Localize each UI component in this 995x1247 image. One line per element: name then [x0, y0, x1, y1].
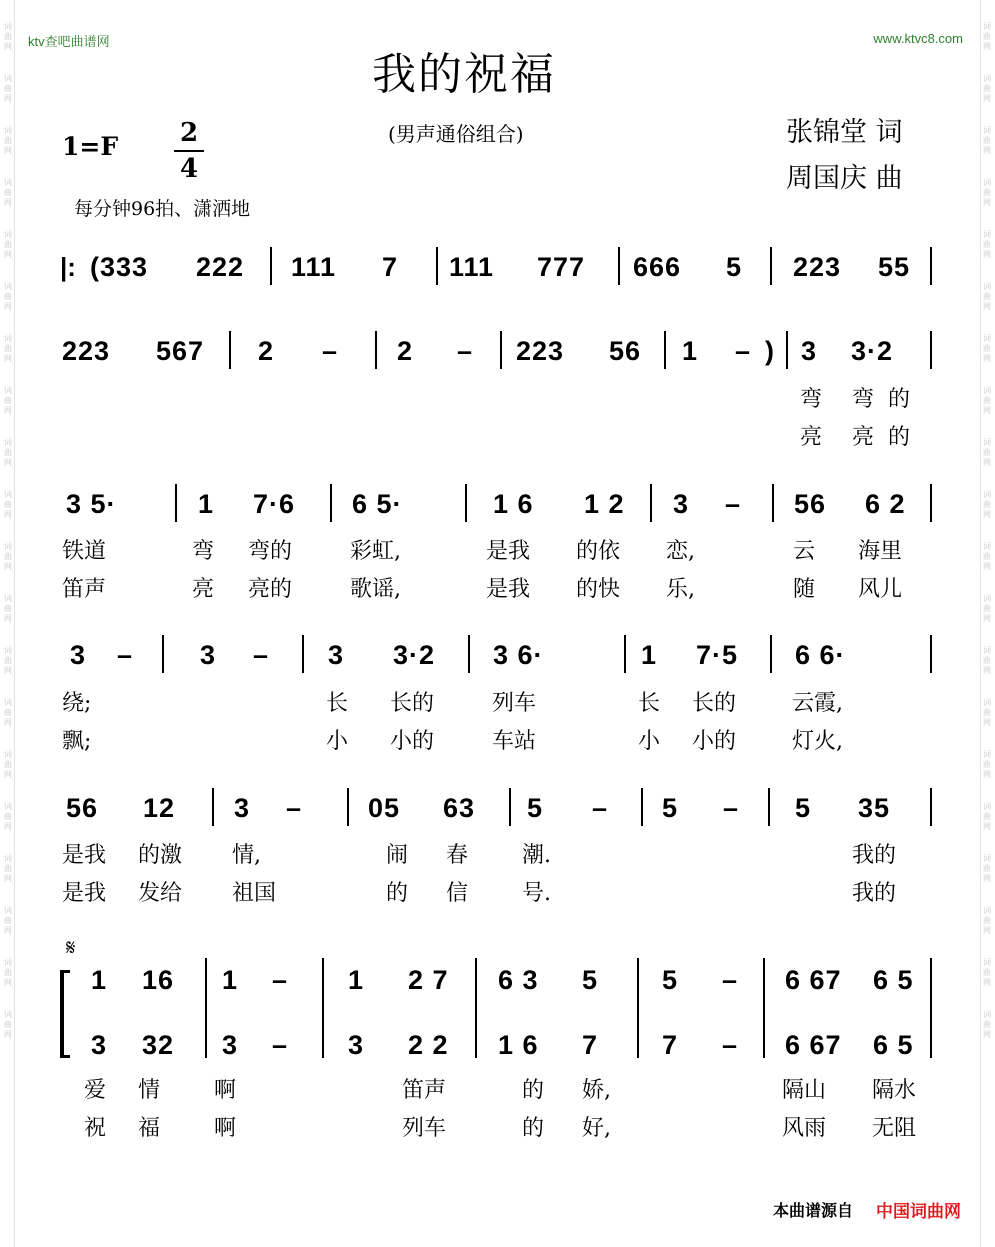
bar-line — [322, 958, 324, 1058]
note-group: 7·5 — [696, 640, 739, 670]
lyric-word: 情 — [138, 1078, 161, 1103]
side-watermark-text: 词 曲 网 — [4, 854, 12, 883]
side-watermark-text: 词 曲 网 — [983, 594, 991, 623]
lyric-word: 恋, — [666, 539, 695, 564]
side-watermark-text: 词 曲 网 — [983, 386, 991, 415]
note-group: 3 5· — [66, 489, 117, 519]
note-group: – — [735, 336, 752, 366]
bar-line — [930, 788, 932, 826]
side-watermark-text: 词 曲 网 — [4, 22, 12, 51]
note-group: 1 — [198, 489, 215, 519]
side-watermark-text: 词 曲 网 — [983, 490, 991, 519]
bar-line — [436, 247, 438, 285]
side-watermark-text: 词 曲 网 — [4, 74, 12, 103]
lyric-word: 啊 — [214, 1078, 237, 1103]
lyric-word: 亮 — [852, 425, 875, 450]
lyric-word: 长 — [638, 691, 661, 716]
note-group: 7 — [662, 1030, 679, 1060]
left-watermark-strip — [0, 0, 16, 1247]
lyric-word: 乐, — [666, 577, 695, 602]
side-watermark-text: 词 曲 网 — [4, 178, 12, 207]
bar-line — [930, 247, 932, 285]
note-group: 12 — [143, 793, 176, 823]
lyric-word: 的 — [888, 425, 911, 450]
note-group: 6 3 — [498, 965, 539, 995]
side-watermark-text: 词 曲 网 — [983, 646, 991, 675]
note-group: 3 — [200, 640, 217, 670]
lyric-word: 的依 — [576, 539, 621, 564]
bar-line — [468, 635, 470, 673]
voice-bracket — [60, 970, 70, 1058]
side-watermark-text: 词 曲 网 — [983, 1010, 991, 1039]
note-group: 32 — [142, 1030, 175, 1060]
time-signature — [174, 118, 204, 184]
lyric-word: 娇, — [582, 1078, 611, 1103]
lyric-word: 的激 — [138, 843, 183, 868]
note-group: 5 — [662, 793, 679, 823]
note-group: 7 — [382, 252, 399, 282]
side-watermark-text: 词 曲 网 — [983, 854, 991, 883]
note-group: 7·6 — [253, 489, 296, 519]
lyric-word: 风儿 — [858, 577, 903, 602]
lyric-word: 无阻 — [872, 1116, 917, 1141]
bar-line — [212, 788, 214, 826]
note-group: 5 — [795, 793, 812, 823]
side-watermark-text: 词 曲 网 — [4, 594, 12, 623]
segno-sign: 𝄋 — [66, 936, 76, 961]
lyric-word: 长的 — [692, 691, 737, 716]
bar-line — [618, 247, 620, 285]
side-watermark-text: 词 曲 网 — [4, 438, 12, 467]
note-group: 6 2 — [865, 489, 906, 519]
note-group: 6 5 — [873, 965, 914, 995]
note-group: 5 — [582, 965, 599, 995]
lyric-word: 小 — [638, 729, 661, 754]
lyric-word: 笛声 — [402, 1078, 447, 1103]
note-group: 1 2 — [584, 489, 625, 519]
lyric-word: 车站 — [492, 729, 537, 754]
note-group: ) — [765, 336, 775, 366]
note-group: 5 — [662, 965, 679, 995]
note-group: 5 — [726, 252, 743, 282]
side-watermark-text: 词 曲 网 — [4, 698, 12, 727]
lyric-word: 弯的 — [248, 539, 293, 564]
side-watermark-text: 词 曲 网 — [983, 906, 991, 935]
lyric-word: 发给 — [138, 881, 183, 906]
source-brand-link[interactable]: 中国词曲网 — [876, 1202, 961, 1221]
note-group: 3·2 — [393, 640, 436, 670]
note-group: 222 — [196, 252, 245, 282]
side-watermark-text: 词 曲 网 — [4, 750, 12, 779]
lyric-word: 的快 — [576, 577, 621, 602]
bar-line — [637, 958, 639, 1058]
bar-line — [624, 635, 626, 673]
bar-line — [475, 958, 477, 1058]
bar-line — [786, 331, 788, 369]
note-group: 3·2 — [851, 336, 894, 366]
side-watermark-text: 词 曲 网 — [983, 750, 991, 779]
bar-line — [229, 331, 231, 369]
note-group: 35 — [858, 793, 891, 823]
time-signature-bottom: 4 — [179, 154, 199, 184]
note-group: 56 — [609, 336, 642, 366]
bar-line — [465, 484, 467, 522]
note-group: 567 — [156, 336, 205, 366]
bar-line — [330, 484, 332, 522]
lyric-word: 祝 — [84, 1116, 107, 1141]
note-group: 3 — [222, 1030, 239, 1060]
bar-line — [175, 484, 177, 522]
note-group: – — [322, 336, 339, 366]
lyric-word: 我的 — [852, 843, 897, 868]
lyric-word: 潮. — [522, 843, 551, 868]
side-watermark-text: 词 曲 网 — [983, 542, 991, 571]
note-group: 7 — [582, 1030, 599, 1060]
key-signature: 1=F — [62, 132, 119, 161]
note-group: 6 5 — [873, 1030, 914, 1060]
note-group: 1 — [682, 336, 699, 366]
lyric-word: 小 — [326, 729, 349, 754]
bar-line — [205, 958, 207, 1058]
side-watermark-text: 词 曲 网 — [983, 22, 991, 51]
side-watermark-text: 词 曲 网 — [4, 646, 12, 675]
lyric-word: 的 — [522, 1078, 545, 1103]
note-group: – — [272, 965, 289, 995]
side-watermark-text: 词 曲 网 — [983, 438, 991, 467]
lyric-word: 风雨 — [782, 1116, 827, 1141]
bar-line — [270, 247, 272, 285]
lyric-word: 列车 — [492, 691, 537, 716]
lyric-word: 长的 — [390, 691, 435, 716]
lyric-word: 的 — [386, 881, 409, 906]
bar-line — [768, 788, 770, 826]
note-group: 223 — [516, 336, 565, 366]
bar-line — [375, 331, 377, 369]
lyric-word: 好, — [582, 1116, 611, 1141]
side-watermark-text: 词 曲 网 — [4, 386, 12, 415]
side-watermark-text: 词 曲 网 — [4, 958, 12, 987]
lyricist-credit: 张锦堂 词 — [786, 117, 903, 148]
bar-line — [930, 635, 932, 673]
note-group: 111 — [291, 252, 337, 282]
lyric-word: 弯 — [800, 387, 823, 412]
note-group: – — [117, 640, 134, 670]
note-group: 63 — [443, 793, 476, 823]
side-watermark-text: 词 曲 网 — [4, 490, 12, 519]
bar-line — [162, 635, 164, 673]
lyric-word: 的 — [522, 1116, 545, 1141]
note-group: – — [272, 1030, 289, 1060]
side-watermark-text: 词 曲 网 — [4, 282, 12, 311]
song-title: 我的祝福 — [372, 49, 556, 100]
note-group: 3 — [70, 640, 87, 670]
time-signature-top: 2 — [179, 118, 199, 148]
lyric-word: 是我 — [486, 539, 531, 564]
lyric-word: 海里 — [858, 539, 903, 564]
lyric-word: 绕; — [62, 691, 92, 716]
lyric-word: 笛声 — [62, 577, 107, 602]
note-group: 1 6 — [493, 489, 534, 519]
note-group: 3 — [801, 336, 818, 366]
lyric-word: 情, — [232, 843, 261, 868]
note-group: 1 — [222, 965, 239, 995]
lyric-word: 弯 — [192, 539, 215, 564]
lyric-word: 春 — [446, 843, 469, 868]
note-group: 6 67 — [785, 1030, 842, 1060]
note-group: 3 — [234, 793, 251, 823]
note-group: 56 — [794, 489, 827, 519]
note-group: – — [286, 793, 303, 823]
bar-line — [509, 788, 511, 826]
lyric-word: 祖国 — [232, 881, 277, 906]
note-group: – — [592, 793, 609, 823]
lyric-word: 福 — [138, 1116, 161, 1141]
note-group: 6 5· — [352, 489, 403, 519]
lyric-word: 我的 — [852, 881, 897, 906]
bar-line — [347, 788, 349, 826]
note-group: 3 — [328, 640, 345, 670]
side-watermark-text: 词 曲 网 — [4, 542, 12, 571]
side-watermark-text: 词 曲 网 — [983, 178, 991, 207]
lyric-word: 信 — [446, 881, 469, 906]
lyric-word: 是我 — [486, 577, 531, 602]
note-group: 3 6· — [493, 640, 544, 670]
side-watermark-text: 词 曲 网 — [983, 230, 991, 259]
bar-line — [772, 484, 774, 522]
lyric-word: 闹 — [386, 843, 409, 868]
note-group: – — [253, 640, 270, 670]
bar-line — [641, 788, 643, 826]
side-watermark-text: 词 曲 网 — [4, 906, 12, 935]
note-group: 1 — [348, 965, 365, 995]
lyric-word: 列车 — [402, 1116, 447, 1141]
side-watermark-text: 词 曲 网 — [4, 1010, 12, 1039]
lyric-word: 小的 — [692, 729, 737, 754]
bar-line — [763, 958, 765, 1058]
lyric-word: 云霞, — [792, 691, 843, 716]
bar-line — [770, 635, 772, 673]
note-group: 3 — [91, 1030, 108, 1060]
note-group: – — [722, 1030, 739, 1060]
note-group: 16 — [142, 965, 175, 995]
side-watermark-text: 词 曲 网 — [4, 126, 12, 155]
side-watermark-text: 词 曲 网 — [983, 74, 991, 103]
side-watermark-text: 词 曲 网 — [4, 334, 12, 363]
site-watermark-left: ktv查吧曲谱网 — [28, 34, 110, 49]
repeat-start-sign: |: — [60, 252, 76, 282]
lyric-word: 亮 — [192, 577, 215, 602]
bar-line — [770, 247, 772, 285]
lyric-word: 爱 — [84, 1078, 107, 1103]
note-group: 3 — [673, 489, 690, 519]
side-watermark-text: 词 曲 网 — [983, 698, 991, 727]
note-group: (333 — [90, 252, 149, 282]
lyric-word: 是我 — [62, 881, 107, 906]
note-group: 223 — [793, 252, 842, 282]
note-group: 1 — [91, 965, 108, 995]
note-group: – — [723, 793, 740, 823]
note-group: 111 — [449, 252, 495, 282]
note-group: 55 — [878, 252, 911, 282]
side-watermark-text: 词 曲 网 — [4, 230, 12, 259]
note-group: 2 7 — [408, 965, 449, 995]
note-group: – — [725, 489, 742, 519]
note-group: 6 6· — [795, 640, 846, 670]
note-group: 5 — [527, 793, 544, 823]
composer-credit: 周国庆 曲 — [786, 163, 903, 194]
lyric-word: 弯 — [852, 387, 875, 412]
bar-line — [650, 484, 652, 522]
side-watermark-text: 词 曲 网 — [983, 126, 991, 155]
song-subtitle: (男声通俗组合) — [388, 122, 524, 146]
note-group: – — [722, 965, 739, 995]
bar-line — [930, 484, 932, 522]
lyric-word: 随 — [793, 577, 816, 602]
side-watermark-text: 词 曲 网 — [4, 802, 12, 831]
source-label: 本曲谱源自 — [772, 1203, 853, 1220]
note-group: 1 6 — [498, 1030, 539, 1060]
note-group: 2 2 — [408, 1030, 449, 1060]
lyric-word: 长 — [326, 691, 349, 716]
lyric-word: 灯火, — [792, 729, 843, 754]
bar-line — [664, 331, 666, 369]
bar-line — [930, 331, 932, 369]
lyric-word: 小的 — [390, 729, 435, 754]
tempo-marking: 每分钟96拍、潇洒地 — [74, 198, 251, 220]
lyric-word: 铁道 — [62, 539, 107, 564]
lyric-word: 是我 — [62, 843, 107, 868]
lyric-word: 歌谣, — [350, 577, 401, 602]
note-group: 05 — [368, 793, 401, 823]
note-group: 6 67 — [785, 965, 842, 995]
right-watermark-strip — [979, 0, 995, 1247]
bar-line — [500, 331, 502, 369]
lyric-word: 隔水 — [872, 1078, 917, 1103]
note-group: 777 — [537, 252, 586, 282]
note-group: – — [457, 336, 474, 366]
lyric-word: 号. — [522, 881, 551, 906]
lyric-word: 隔山 — [782, 1078, 827, 1103]
note-group: 223 — [62, 336, 111, 366]
lyric-word: 云 — [793, 539, 816, 564]
bar-line — [930, 958, 932, 1058]
side-watermark-text: 词 曲 网 — [983, 802, 991, 831]
lyric-word: 啊 — [214, 1116, 237, 1141]
lyric-word: 亮 — [800, 425, 823, 450]
lyric-word: 彩虹, — [350, 539, 401, 564]
lyric-word: 的 — [888, 387, 911, 412]
note-group: 2 — [258, 336, 275, 366]
side-watermark-text: 词 曲 网 — [983, 958, 991, 987]
note-group: 2 — [397, 336, 414, 366]
note-group: 666 — [633, 252, 682, 282]
site-watermark-right: www.ktvc8.com — [873, 31, 963, 46]
note-group: 56 — [66, 793, 99, 823]
lyric-word: 飘; — [62, 729, 92, 754]
bar-line — [302, 635, 304, 673]
note-group: 3 — [348, 1030, 365, 1060]
side-watermark-text: 词 曲 网 — [983, 334, 991, 363]
side-watermark-text: 词 曲 网 — [983, 282, 991, 311]
note-group: 1 — [641, 640, 658, 670]
lyric-word: 亮的 — [248, 577, 293, 602]
